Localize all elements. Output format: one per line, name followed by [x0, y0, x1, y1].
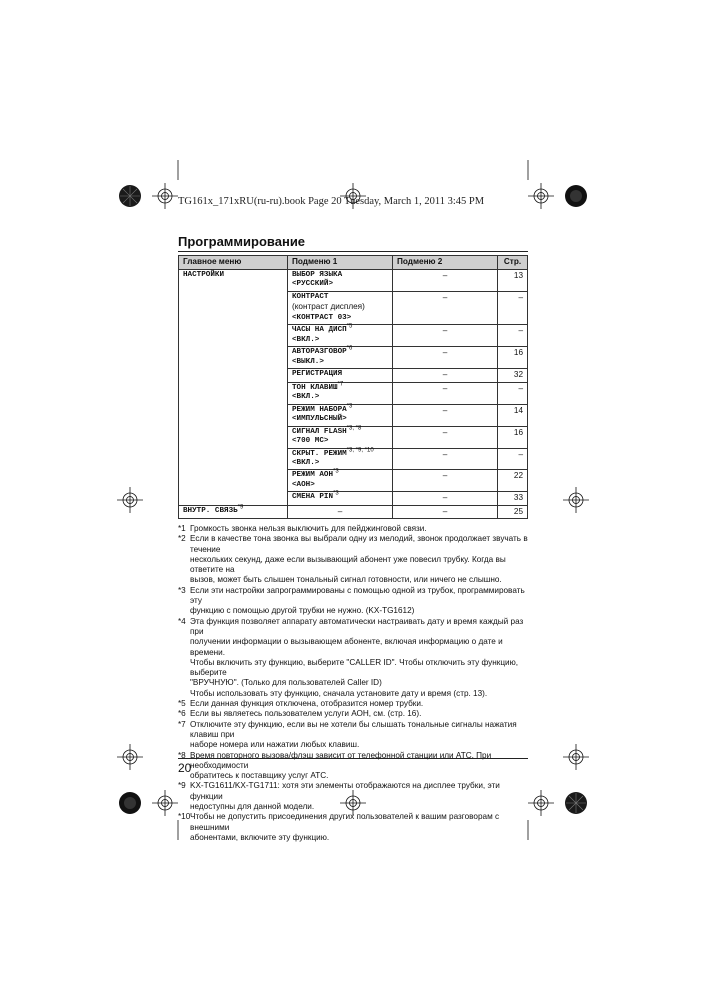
submenu1-cell	[288, 492, 393, 505]
submenu1-line: (контраст дисплея)	[292, 302, 365, 312]
footnote-ref: *5	[346, 323, 353, 330]
submenu2-cell: –	[393, 470, 498, 492]
submenu1-line: СИГНАЛ FLASH	[292, 427, 347, 436]
page-ref-cell: 33	[498, 492, 528, 505]
footnote	[178, 751, 533, 782]
footnote-ref: *3	[333, 490, 339, 497]
submenu1-line: <ВЫКЛ.>	[292, 357, 324, 366]
submenu2-cell: –	[393, 291, 498, 324]
submenu1-line: РЕЖИМ АОН	[292, 471, 334, 480]
dark-target-icon	[565, 185, 587, 207]
footnote-mark: *3	[178, 585, 186, 595]
submenu1-line: СКРЫТ. РЕЖИМ	[292, 449, 347, 458]
registration-mark-icon	[152, 790, 178, 816]
footnote-ref: *7	[337, 381, 344, 388]
submenu2-cell: –	[393, 492, 498, 505]
table-row	[179, 505, 528, 518]
footnote	[178, 781, 533, 812]
submenu1-cell	[288, 270, 393, 292]
footnote-line: Если в качестве тона звонка вы выбрали одну из мелодий, звонок продолжает звучать в течение	[190, 534, 528, 554]
submenu1-cell	[288, 325, 393, 347]
page-number: 20	[178, 761, 192, 775]
footnote-mark: *5	[178, 699, 186, 709]
footnote-ref: *3, *8	[346, 425, 362, 432]
footnote-line: Время повторного вызова/флэш зависит от телефонной станции или АТС. При необходимости	[190, 750, 492, 770]
footnote-mark: *8	[178, 750, 186, 760]
footnote-text	[190, 699, 533, 709]
footnote	[178, 586, 533, 617]
submenu1-line: РЕГИСТРАЦИЯ	[292, 370, 343, 379]
footnote-mark: *1	[178, 524, 186, 533]
page-ref-cell: 25	[498, 505, 528, 518]
footnote-line: Эта функция позволяет аппарату автоматически настраивать дату и время каждый раз при	[190, 616, 524, 636]
submenu1-cell	[288, 426, 393, 448]
page-ref-cell: 22	[498, 470, 528, 492]
footnote	[178, 524, 533, 534]
submenu1-line: ЧАСЫ НА ДИСП	[292, 326, 347, 335]
footnote-line: Отключите эту функцию, если вы не хотели бы слышать тональные сигналы нажатия клавиш при	[190, 719, 517, 739]
dark-target-icon	[119, 792, 141, 814]
footnote-text	[190, 586, 533, 617]
submenu2-cell: –	[393, 426, 498, 448]
footnote-mark: *9	[178, 781, 186, 791]
footnote-text	[190, 720, 533, 751]
submenu1-cell: –	[288, 505, 393, 518]
submenu1-line: <ВКЛ.>	[292, 393, 320, 402]
footnote	[178, 534, 533, 585]
submenu1-line: <РУССКИЙ>	[292, 280, 334, 289]
page-ref-cell: –	[498, 382, 528, 404]
table-row	[179, 270, 528, 292]
footnote-line: Если вы являетесь пользователем услуги АОН, см. (стр. 16).	[190, 709, 422, 719]
submenu1-line: ТОН КЛАВИШ	[292, 383, 338, 392]
footnote-ref: *3, *9, *10	[346, 446, 374, 453]
footnote-text	[190, 617, 533, 699]
footnote-line: нескольких секунд, даже если вызывающий абонент уже повесил трубку. Когда вы ответите на	[190, 554, 506, 575]
footnote-text	[190, 709, 533, 719]
registration-mark-icon	[563, 744, 589, 770]
footnote-line: функцию с помощью другой трубки не нужно. (KX-TG1612)	[190, 606, 415, 616]
submenu1-cell	[288, 291, 393, 324]
footnote-text	[190, 751, 533, 782]
footnote-line: обратитесь к поставщику услуг АТС.	[190, 771, 329, 781]
submenu1-cell	[288, 448, 393, 470]
column-header: Подменю 1	[288, 256, 393, 270]
footnote-line: Громкость звонка нельзя выключить для пейджинговой связи.	[190, 524, 427, 533]
footnote	[178, 709, 533, 719]
page-ref-cell: –	[498, 325, 528, 347]
menu-table-body	[179, 270, 528, 519]
footnote-line: KX-TG1611/KX-TG1711: хотя эти элементы отображаются на дисплее трубки, эти функции	[190, 781, 500, 801]
footnote-text	[190, 534, 533, 585]
footnote-mark: *2	[178, 534, 186, 544]
footnote-line: "ВРУЧНУЮ". (Только для пользователей Caller ID)	[190, 678, 382, 688]
page-ref-cell: –	[498, 291, 528, 324]
footnote-text	[190, 524, 533, 534]
footnote-line: Если данная функция отключена, отобразится номер трубки.	[190, 699, 424, 709]
submenu1-line: <ВКЛ.>	[292, 335, 320, 344]
submenu1-line: РЕЖИМ НАБОРА	[292, 405, 347, 414]
star-target-icon	[119, 185, 141, 207]
footnote-line: Чтобы включить эту функцию, выберите "CALLER ID". Чтобы отключить эту функцию, выберите	[190, 657, 518, 678]
footnote-mark: *6	[178, 709, 186, 719]
submenu1-line: <700 МС>	[292, 437, 329, 446]
page-ref-cell: 14	[498, 404, 528, 426]
footnote	[178, 812, 533, 843]
submenu1-line: <КОНТРАСТ 03>	[292, 313, 352, 322]
submenu2-cell: –	[393, 325, 498, 347]
footnotes	[178, 524, 533, 843]
submenu2-cell: –	[393, 369, 498, 382]
footnote-mark: *7	[178, 719, 186, 729]
page-ref-cell: 16	[498, 347, 528, 369]
footnote-line: Чтобы не допустить присоединения других пользователей к вашим разговорам с внешними	[190, 812, 500, 832]
footnote-text	[190, 781, 533, 812]
table-header-row	[179, 256, 528, 270]
footnote	[178, 699, 533, 709]
submenu1-line: КОНТРАСТ	[292, 292, 329, 301]
registration-mark-icon	[528, 183, 554, 209]
page-title: Программирование	[178, 234, 306, 249]
registration-mark-icon	[152, 183, 178, 209]
column-header: Главное меню	[179, 256, 288, 270]
page-ref-cell: 16	[498, 426, 528, 448]
submenu1-cell	[288, 470, 393, 492]
submenu1-line: СМЕНА PIN	[292, 493, 334, 502]
submenu2-cell: –	[393, 270, 498, 292]
submenu2-cell: –	[393, 382, 498, 404]
star-target-icon	[565, 792, 587, 814]
footnote	[178, 617, 533, 699]
print-header: TG161x_171xRU(ru-ru).book Page 20 Tuesday, March 1, 2011 3:45 PM	[178, 196, 485, 207]
submenu1-cell	[288, 347, 393, 369]
footnote-mark: *10	[178, 812, 191, 822]
submenu1-line: <АОН>	[292, 480, 315, 489]
submenu2-cell: –	[393, 404, 498, 426]
submenu2-cell: –	[393, 505, 498, 518]
page-ref-cell: 32	[498, 369, 528, 382]
footnote-ref: *3	[346, 403, 353, 410]
footnote-line: абонентами, включите эту функцию.	[190, 832, 330, 842]
submenu2-cell: –	[393, 347, 498, 369]
main-menu-cell: НАСТРОЙКИ	[179, 270, 288, 506]
footer-divider	[178, 758, 528, 759]
column-header: Стр.	[498, 256, 528, 270]
column-header: Подменю 2	[393, 256, 498, 270]
submenu1-cell	[288, 404, 393, 426]
main-menu-cell: ВНУТР. СВЯЗЬ$^{*9}$	[179, 505, 288, 518]
registration-mark-icon	[117, 744, 143, 770]
title-divider	[178, 251, 528, 252]
footnote	[178, 720, 533, 751]
footnote-ref: *6	[346, 345, 353, 352]
footnote-line: вызов, может быть слышен тональный сигнал готовности, или ничего не слышно.	[190, 575, 502, 585]
page-ref-cell: 13	[498, 270, 528, 292]
submenu1-line: <ВКЛ.>	[292, 459, 320, 467]
submenu1-line: АВТОРАЗГОВОР	[292, 348, 347, 357]
page-ref-cell: –	[498, 448, 528, 470]
footnote-line: Если эти настройки запрограммированы с помощью одной из трубок, программировать эту	[190, 585, 525, 606]
submenu2-cell: –	[393, 448, 498, 470]
footnote-line: получении информации о вызывающем абоненте, включая информацию о дате и времени.	[190, 637, 503, 657]
footnote-line: наборе номера или нажатии любых клавиш.	[190, 740, 360, 750]
registration-mark-icon	[117, 487, 143, 513]
footnote-mark: *4	[178, 616, 186, 626]
footnote-line: недоступны для данной модели.	[190, 802, 315, 812]
submenu1-line: <ИМПУЛЬСНЫЙ>	[292, 415, 347, 424]
registration-mark-icon	[563, 487, 589, 513]
footnote-line: Чтобы использовать эту функцию, сначала установите дату и время (стр. 13).	[190, 688, 488, 698]
footnote-ref: *9	[237, 504, 244, 511]
submenu1-cell	[288, 382, 393, 404]
footnote-text	[190, 812, 533, 843]
footnote-ref: *3	[333, 468, 339, 475]
submenu1-line: ВЫБОР ЯЗЫКА	[292, 271, 343, 279]
menu-table	[178, 255, 528, 519]
